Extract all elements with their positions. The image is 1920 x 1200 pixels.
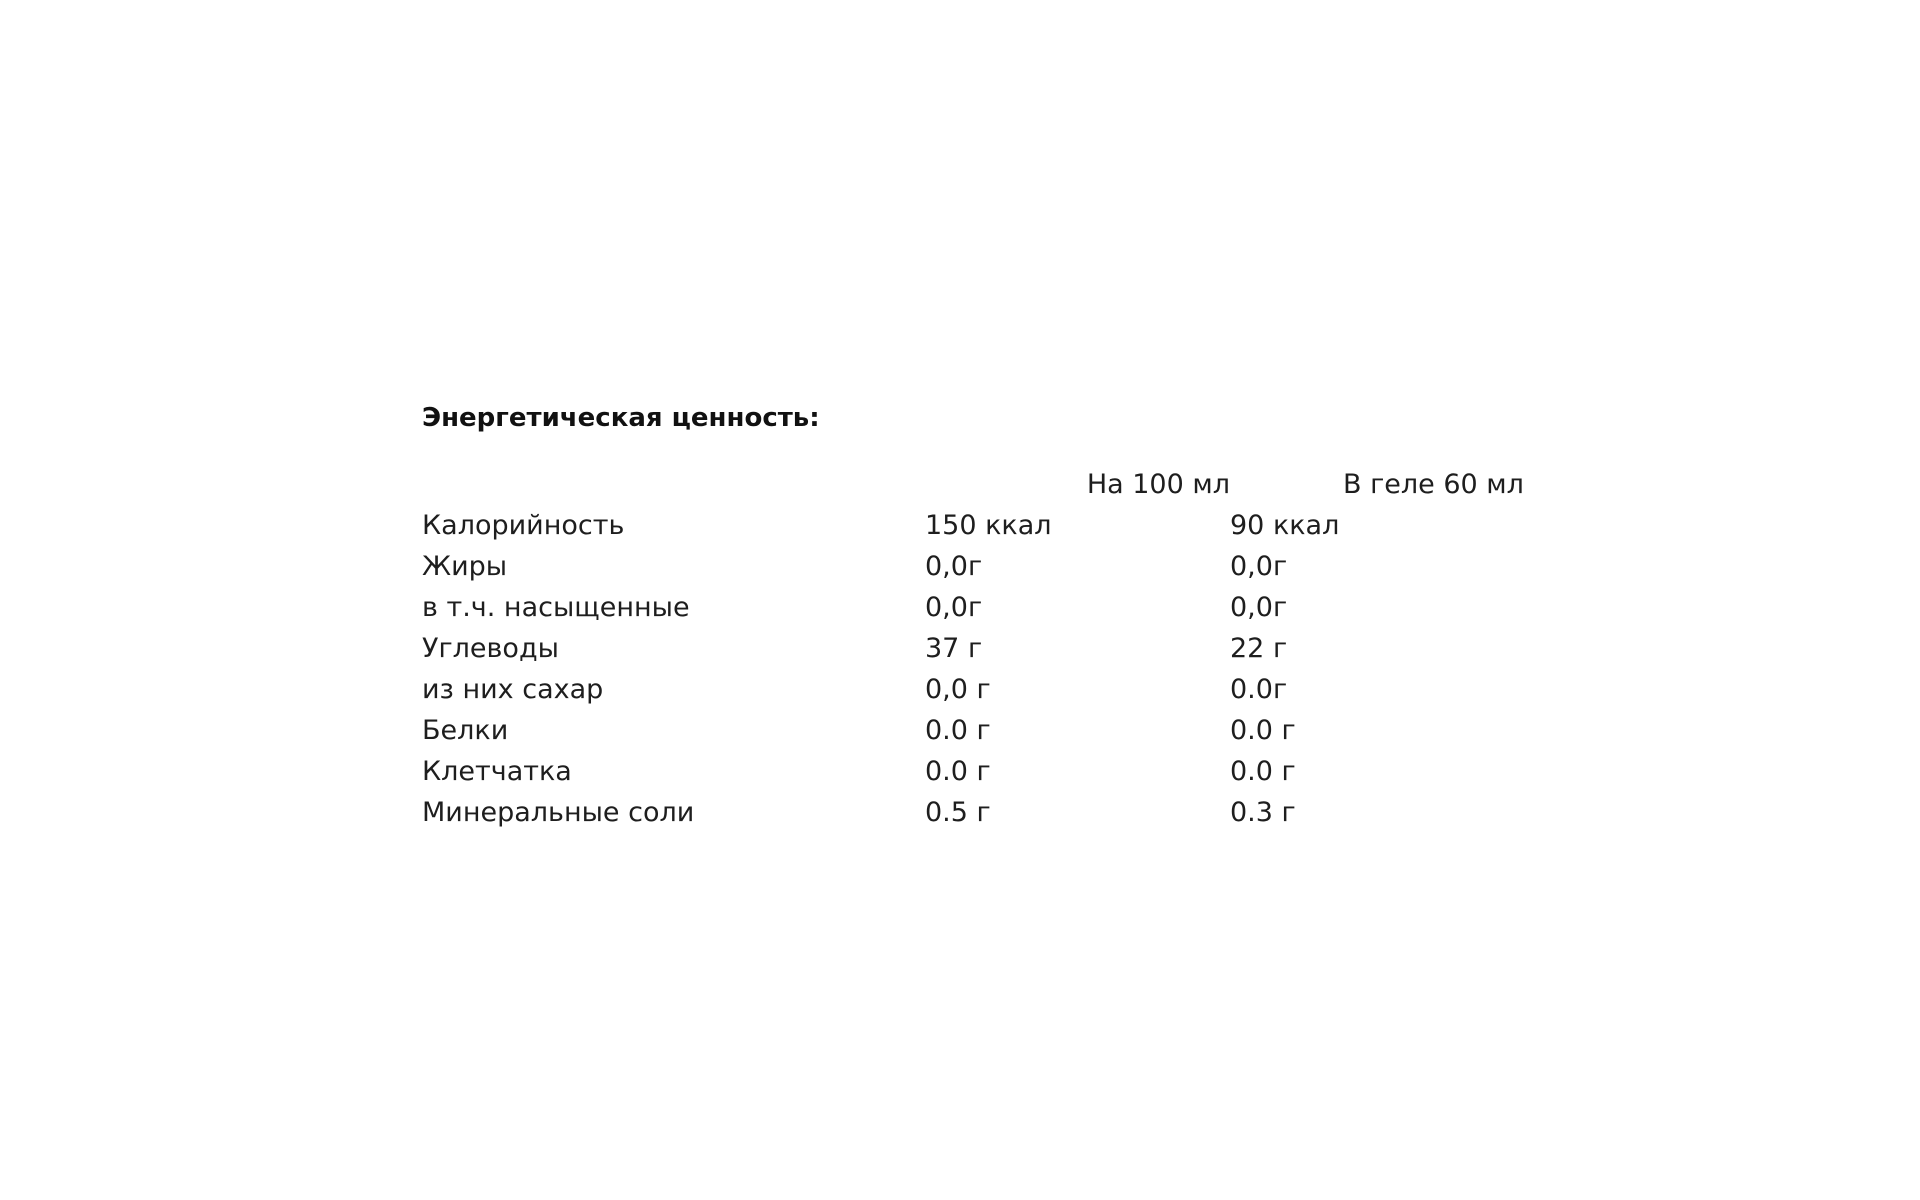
nutrient-name: в т.ч. насыщенные	[422, 592, 690, 623]
table-row	[422, 751, 1560, 792]
table-header-row	[422, 464, 1560, 505]
value-per-100: 0.0 г	[925, 756, 991, 787]
value-per-gel: 0.0г	[1230, 674, 1288, 705]
column-header-per-gel-text: В геле 60 мл	[1343, 469, 1524, 500]
nutrient-name: Клетчатка	[422, 756, 572, 787]
nutrition-table	[422, 464, 1560, 833]
value-per-gel: 0,0г	[1230, 592, 1288, 623]
table-row	[422, 628, 1560, 669]
value-per-100: 150 ккал	[925, 510, 1052, 541]
value-per-gel: 90 ккал	[1230, 510, 1340, 541]
value-per-gel: 0.3 г	[1230, 797, 1296, 828]
value-per-100: 0.5 г	[925, 797, 991, 828]
table-row	[422, 587, 1560, 628]
column-header-per-100	[925, 464, 1230, 505]
table-row	[422, 792, 1560, 833]
column-header-per-gel	[1230, 464, 1560, 505]
value-per-gel: 0,0г	[1230, 551, 1288, 582]
nutrition-section	[422, 398, 1622, 828]
column-header-label	[422, 464, 925, 505]
value-per-100: 0,0г	[925, 551, 983, 582]
table-row	[422, 669, 1560, 710]
table-row	[422, 546, 1560, 587]
nutrient-name: Белки	[422, 715, 509, 746]
nutrient-name: Жиры	[422, 551, 508, 582]
value-per-gel: 0.0 г	[1230, 756, 1296, 787]
nutrient-name: Калорийность	[422, 510, 625, 541]
value-per-100: 0.0 г	[925, 715, 991, 746]
nutrient-name: Углеводы	[422, 633, 559, 664]
value-per-gel: 0.0 г	[1230, 715, 1296, 746]
section-title: Энергетическая ценность:	[422, 403, 820, 433]
nutrient-name: Минеральные соли	[422, 797, 695, 828]
value-per-gel: 22 г	[1230, 633, 1288, 664]
table-row	[422, 505, 1560, 546]
value-per-100: 0,0г	[925, 592, 983, 623]
value-per-100: 0,0 г	[925, 674, 991, 705]
value-per-100: 37 г	[925, 633, 983, 664]
column-header-per-100-text: На 100 мл	[1086, 469, 1230, 500]
table-row	[422, 710, 1560, 751]
nutrient-name: из них сахар	[422, 674, 604, 705]
